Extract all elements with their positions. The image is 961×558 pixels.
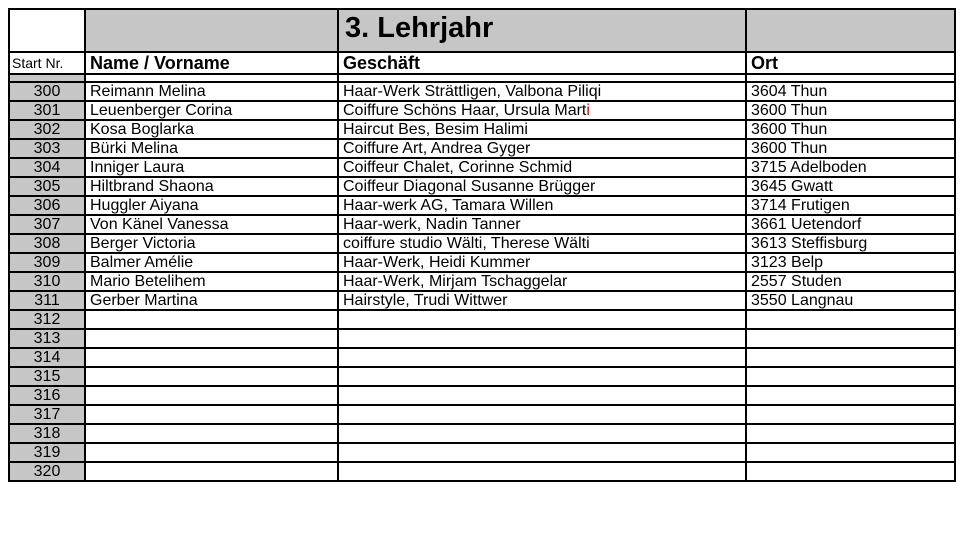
name-cell: [85, 158, 338, 177]
start-nr-cell-text: 308: [33, 235, 61, 252]
start-nr-cell-text: 318: [33, 425, 61, 442]
ort-cell-text: 3604 Thun: [751, 83, 828, 100]
header-start-nr: Start Nr.: [9, 52, 85, 74]
ort-cell: [746, 177, 955, 196]
name-cell-text: Huggler Aiyana: [90, 197, 199, 214]
name-cell: [85, 139, 338, 158]
start-nr-cell: [9, 177, 85, 196]
start-nr-cell-text: 300: [33, 83, 61, 100]
geschaeft-cell: [338, 386, 746, 405]
header-ort: Ort: [746, 52, 955, 74]
ort-cell: [746, 234, 955, 253]
ort-cell: [746, 272, 955, 291]
table-row: [9, 310, 955, 329]
table-row: [9, 101, 955, 120]
start-nr-cell-text: 309: [33, 254, 61, 271]
start-nr-cell-text: 315: [33, 368, 61, 385]
start-nr-cell-text: 312: [33, 311, 61, 328]
start-nr-cell: [9, 405, 85, 424]
table-row: [9, 329, 955, 348]
name-cell: [85, 367, 338, 386]
start-nr-cell: [9, 291, 85, 310]
geschaeft-cell-text: Coiffeur Chalet, Corinne Schmid: [343, 159, 573, 176]
start-nr-cell: [9, 443, 85, 462]
spacer-cell: [85, 74, 338, 82]
ort-cell: [746, 462, 955, 481]
ort-cell-text: 3600 Thun: [751, 102, 828, 119]
name-cell: [85, 424, 338, 443]
geschaeft-cell: [338, 177, 746, 196]
spacer-cell: [746, 74, 955, 82]
table-row: [9, 462, 955, 481]
title-gray-cell: [85, 9, 338, 52]
geschaeft-cell: [338, 253, 746, 272]
lehrjahr-sheet: [8, 8, 954, 482]
geschaeft-cell: [338, 310, 746, 329]
start-nr-cell: [9, 120, 85, 139]
name-cell: [85, 348, 338, 367]
geschaeft-cell-text: coiffure studio Wälti, Therese Wälti: [343, 235, 590, 252]
table-row: [9, 443, 955, 462]
name-cell: [85, 272, 338, 291]
page-title: 3. Lehrjahr: [345, 12, 494, 44]
spacer-cell: [338, 74, 746, 82]
start-nr-cell: [9, 139, 85, 158]
table-row: [9, 272, 955, 291]
table-row: [9, 405, 955, 424]
start-nr-cell-text: 320: [33, 463, 61, 480]
ort-cell: [746, 386, 955, 405]
name-cell-text: Kosa Boglarka: [90, 121, 195, 138]
geschaeft-cell: [338, 234, 746, 253]
start-nr-cell-text: 301: [33, 102, 61, 119]
name-cell: [85, 82, 338, 101]
ort-cell-text: 3600 Thun: [751, 140, 828, 157]
header-row: [9, 52, 955, 74]
title-blank-cell: [9, 9, 85, 52]
start-nr-cell: [9, 424, 85, 443]
ort-cell: [746, 367, 955, 386]
geschaeft-cell: [338, 101, 746, 120]
geschaeft-cell: [338, 443, 746, 462]
start-nr-cell-text: 305: [33, 178, 61, 195]
table-row: [9, 139, 955, 158]
start-nr-cell-text: 306: [33, 197, 61, 214]
ort-cell-text: 3661 Uetendorf: [751, 216, 862, 233]
table-row: [9, 253, 955, 272]
geschaeft-cell-text: Haar-Werk, Heidi Kummer: [343, 254, 531, 271]
ort-cell: [746, 215, 955, 234]
ort-cell: [746, 424, 955, 443]
header-name: Name / Vorname: [85, 52, 338, 74]
geschaeft-cell: [338, 291, 746, 310]
name-cell: [85, 405, 338, 424]
spacer-row: [9, 74, 955, 82]
name-cell: [85, 177, 338, 196]
name-cell: [85, 196, 338, 215]
geschaeft-cell: [338, 462, 746, 481]
geschaeft-cell: [338, 272, 746, 291]
start-nr-cell-text: 310: [33, 273, 61, 290]
geschaeft-cell: [338, 120, 746, 139]
title-gray-cell-right: [746, 9, 955, 52]
ort-cell: [746, 120, 955, 139]
table-row: [9, 120, 955, 139]
name-cell-text: Hiltbrand Shaona: [90, 178, 214, 195]
ort-cell-text: 3613 Steffisburg: [751, 235, 868, 252]
ort-cell-text: 3715 Adelboden: [751, 159, 867, 176]
name-cell: [85, 120, 338, 139]
name-cell: [85, 101, 338, 120]
ort-cell: [746, 139, 955, 158]
ort-cell: [746, 253, 955, 272]
start-nr-cell-text: 319: [33, 444, 61, 461]
start-nr-cell: [9, 462, 85, 481]
geschaeft-cell: [338, 158, 746, 177]
table-row: [9, 348, 955, 367]
geschaeft-cell: [338, 82, 746, 101]
start-nr-cell: [9, 82, 85, 101]
ort-cell-text: 3645 Gwatt: [751, 178, 833, 195]
name-cell: [85, 329, 338, 348]
table-row: [9, 177, 955, 196]
geschaeft-cell-text: Coiffeur Diagonal Susanne Brügger: [343, 178, 596, 195]
name-cell: [85, 443, 338, 462]
geschaeft-cell: [338, 424, 746, 443]
geschaeft-cell-text: Haircut Bes, Besim Halimi: [343, 121, 528, 138]
name-cell-text: Von Känel Vanessa: [90, 216, 229, 233]
name-cell: [85, 234, 338, 253]
table-row: [9, 424, 955, 443]
start-nr-cell: [9, 310, 85, 329]
start-nr-cell: [9, 101, 85, 120]
ort-cell: [746, 348, 955, 367]
start-nr-cell: [9, 215, 85, 234]
name-cell: [85, 215, 338, 234]
geschaeft-cell: [338, 196, 746, 215]
name-cell: [85, 386, 338, 405]
ort-cell: [746, 196, 955, 215]
geschaeft-cell: [338, 405, 746, 424]
name-cell-text: Inniger Laura: [90, 159, 185, 176]
participants-table: [8, 8, 956, 482]
start-nr-cell: [9, 348, 85, 367]
name-cell-text: Mario Betelihem: [90, 273, 206, 290]
ort-cell: [746, 291, 955, 310]
start-nr-cell: [9, 196, 85, 215]
geschaeft-cell-text: Hairstyle, Trudi Wittwer: [343, 292, 508, 309]
title-cell: [338, 9, 746, 52]
name-cell: [85, 291, 338, 310]
start-nr-cell: [9, 158, 85, 177]
geschaeft-cell-text: Haar-Werk, Mirjam Tschaggelar: [343, 273, 568, 290]
geschaeft-cell: [338, 329, 746, 348]
geschaeft-cell: [338, 348, 746, 367]
ort-cell: [746, 82, 955, 101]
table-row: [9, 196, 955, 215]
name-cell-text: Reimann Melina: [90, 83, 206, 100]
ort-cell: [746, 443, 955, 462]
start-nr-cell: [9, 329, 85, 348]
start-nr-cell-text: 317: [33, 406, 61, 423]
start-nr-cell-text: 307: [33, 216, 61, 233]
header-geschaeft: Geschäft: [338, 52, 746, 74]
name-cell: [85, 253, 338, 272]
table-row: [9, 386, 955, 405]
ort-cell-text: 2557 Studen: [751, 273, 842, 290]
ort-cell-text: 3123 Belp: [751, 254, 824, 271]
geschaeft-cell-text: Haar-werk, Nadin Tanner: [343, 216, 521, 233]
table-row: [9, 291, 955, 310]
name-cell-text: Leuenberger Corina: [90, 102, 233, 119]
ort-cell-text: 3600 Thun: [751, 121, 828, 138]
start-nr-cell: [9, 367, 85, 386]
name-cell-text: Berger Victoria: [90, 235, 196, 252]
ort-cell: [746, 405, 955, 424]
geschaeft-cell-text: Coiffure Schöns Haar, Ursula Mart: [343, 102, 587, 119]
start-nr-cell-text: 304: [33, 159, 61, 176]
start-nr-cell-text: 302: [33, 121, 61, 138]
ort-cell-text: 3714 Frutigen: [751, 197, 850, 214]
title-row: [9, 9, 955, 52]
start-nr-cell-text: 303: [33, 140, 61, 157]
start-nr-cell-text: 311: [34, 292, 60, 309]
name-cell: [85, 310, 338, 329]
table-row: [9, 158, 955, 177]
start-nr-cell: [9, 234, 85, 253]
geschaeft-cell: [338, 367, 746, 386]
name-cell-text: Bürki Melina: [90, 140, 179, 157]
geschaeft-cell-text: Haar-Werk Strättligen, Valbona Piliqi: [343, 83, 602, 100]
name-cell: [85, 462, 338, 481]
start-nr-cell-text: 314: [33, 349, 61, 366]
table-row: [9, 367, 955, 386]
ort-cell: [746, 101, 955, 120]
table-row: [9, 215, 955, 234]
red-letter: i: [586, 102, 590, 119]
spacer-cell: [9, 74, 85, 82]
ort-cell-text: 3550 Langnau: [751, 292, 854, 309]
start-nr-cell: [9, 272, 85, 291]
start-nr-cell: [9, 253, 85, 272]
ort-cell: [746, 310, 955, 329]
geschaeft-cell-text: Coiffure Art, Andrea Gyger: [343, 140, 531, 157]
table-row: [9, 234, 955, 253]
table-row: [9, 82, 955, 101]
start-nr-cell-text: 313: [33, 330, 61, 347]
start-nr-cell-text: 316: [33, 387, 61, 404]
ort-cell: [746, 329, 955, 348]
geschaeft-cell: [338, 215, 746, 234]
name-cell-text: Gerber Martina: [90, 292, 198, 309]
geschaeft-cell: [338, 139, 746, 158]
name-cell-text: Balmer Amélie: [90, 254, 194, 271]
start-nr-cell: [9, 386, 85, 405]
geschaeft-cell-text: Haar-werk AG, Tamara Willen: [343, 197, 554, 214]
ort-cell: [746, 158, 955, 177]
